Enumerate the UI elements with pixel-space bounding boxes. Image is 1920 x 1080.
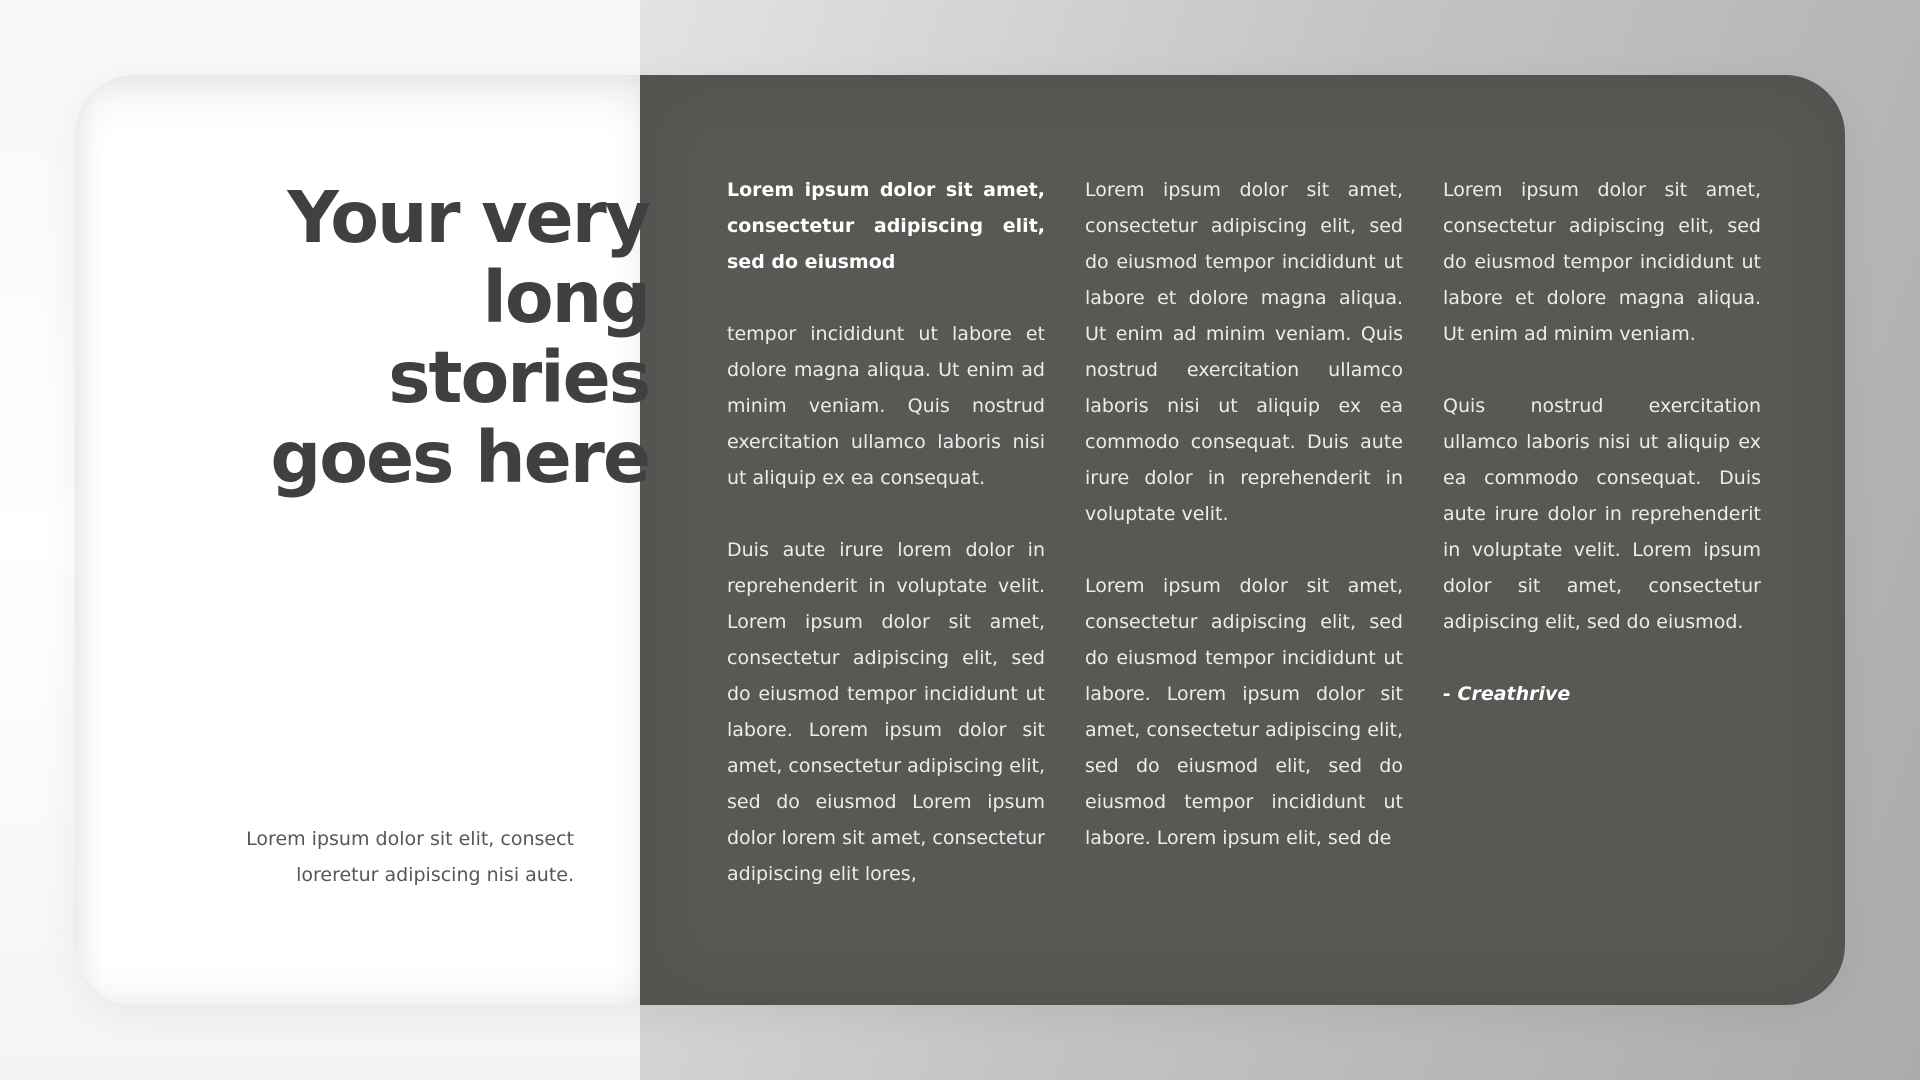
text-column-1 (727, 172, 1045, 928)
body-paragraph: tempor incididunt ut labore et dolore magna aliqua. Ut enim ad minim veniam. Quis nostrud exercitation ullamco laboris nisi ut aliquip ex ea consequat. (727, 323, 1045, 489)
subtitle: Lorem ipsum dolor sit elit, consect loreretur adipiscing nisi aute. (246, 828, 574, 886)
headline: Your very long stories goes here (270, 176, 649, 499)
body-paragraph: Quis nostrud exercitation ullamco laboris nisi ut aliquip ex ea commodo consequat. Duis aute irure dolor in reprehenderit in voluptate velit. Lorem ipsum dolor sit amet, consectetur adipiscing elit, sed do eiusmod. (1443, 395, 1761, 633)
signature: - Creathrive (1443, 683, 1571, 705)
lead-paragraph: Lorem ipsum dolor sit amet, consectetur adipiscing elit, sed do eiusmod (727, 179, 1045, 273)
body-paragraph: Lorem ipsum dolor sit amet, consectetur adipiscing elit, sed do eiusmod tempor incididunt ut labore. Lorem ipsum dolor sit amet, consectetur adipiscing elit, sed do eiusmod elit, sed do eiusmod tempor incididunt ut labore. Lorem ipsum elit, sed de (1085, 575, 1403, 849)
body-paragraph: Lorem ipsum dolor sit amet, consectetur adipiscing elit, sed do eiusmod tempor incididunt ut labore et dolore magna aliqua. Ut enim ad minim veniam. (1443, 179, 1761, 345)
body-paragraph: Duis aute irure lorem dolor in reprehenderit in voluptate velit. Lorem ipsum dolor sit amet, consectetur adipiscing elit, sed do eiusmod tempor incididunt ut labore. Lorem ipsum dolor sit amet, consectetur adipiscing elit, sed do eiusmod Lorem ipsum dolor lorem sit amet, consectetur adipiscing elit lores, (727, 539, 1045, 885)
text-column-3 (1443, 172, 1761, 748)
body-paragraph: Lorem ipsum dolor sit amet, consectetur adipiscing elit, sed do eiusmod tempor incididunt ut labore et dolore magna aliqua. Ut enim ad minim veniam. Quis nostrud exercitation ullamco laboris nisi ut aliquip ex ea commodo consequat. Duis aute irure dolor in reprehenderit in voluptate velit. (1085, 179, 1403, 525)
text-column-2 (1085, 172, 1403, 892)
